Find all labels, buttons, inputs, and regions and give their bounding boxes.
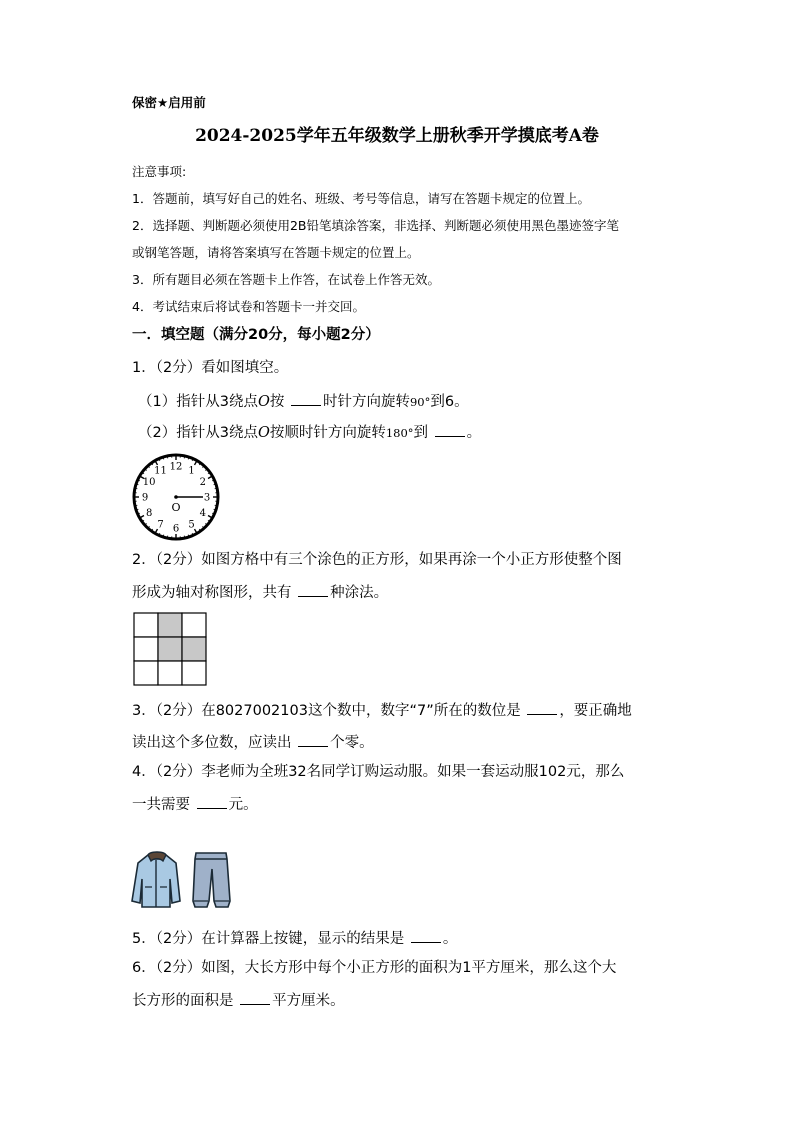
clock-number: 4 (199, 508, 207, 519)
clock-number: 3 (203, 492, 211, 504)
clock-number: 12 (169, 461, 183, 473)
jacket-icon (132, 852, 180, 907)
answer-blank[interactable] (298, 584, 328, 597)
q1-sub2 (138, 424, 481, 441)
q4-text-a: 一共需要 (132, 797, 190, 813)
note-2b: 或钢笔答题，请将答案填写在答题卡规定的位置上。 (132, 245, 420, 260)
clock-tick (167, 456, 168, 458)
grid-cell (158, 613, 182, 637)
q6-line2 (132, 992, 345, 1009)
q5-line (132, 930, 457, 947)
q3-line1 (132, 702, 632, 719)
grid-cell (134, 613, 158, 637)
q1-sub1 (138, 393, 469, 410)
q6-text-a: 长方形的面积是 (132, 993, 234, 1009)
q6-line1: 6．（2分）如图，大长方形中每个小正方形的面积为1平方厘米，那么这个大 (132, 960, 617, 976)
clock-tick (135, 505, 137, 506)
q5-text-a: 5．（2分）在计算器上按键，显示的结果是 (132, 931, 405, 947)
q1-sub2-text-c: 到 (413, 425, 429, 441)
clock-tick (215, 505, 217, 506)
pants-icon (193, 853, 230, 907)
sportswear-picture (130, 849, 240, 911)
clock-number: 6 (172, 523, 180, 535)
clock-number: 5 (188, 519, 195, 531)
note-4: 4．考试结束后将试卷和答题卡一并交回。 (132, 299, 365, 314)
clock-number: 8 (145, 508, 153, 519)
clock-tick (167, 536, 168, 538)
q1-sub1-text-d: 到6。 (430, 394, 469, 410)
clock-number: 1 (188, 465, 195, 477)
q4-text-b: 元。 (228, 797, 258, 813)
clock-tick (184, 536, 185, 538)
notes-heading: 注意事项: (132, 164, 187, 179)
q3-text-d: 个零。 (330, 735, 374, 751)
answer-blank[interactable] (411, 930, 441, 943)
clock-tick (184, 456, 185, 458)
note-3: 3．所有题目必须在答题卡上作答，在试卷上作答无效。 (132, 272, 440, 287)
q3-text-a: 3．（2分）在8027002103这个数中，数字“7”所在的数位是 (132, 703, 521, 719)
q3-text-c: 读出这个多位数，应读出 (132, 735, 292, 751)
clock-tick (135, 488, 137, 489)
answer-blank[interactable] (197, 796, 227, 809)
q1-sub1-text-c: 时针方向旋转 (322, 394, 410, 410)
grid-cell (158, 637, 182, 661)
answer-blank[interactable] (435, 424, 465, 437)
clock-number: 10 (142, 477, 156, 488)
grid-cell (182, 637, 206, 661)
answer-blank[interactable] (527, 702, 557, 715)
q3-line2 (132, 734, 374, 751)
section-heading: 一．填空题（满分20分，每小题2分） (132, 327, 380, 343)
q1-sub1-text-a: （1）指针从3绕点 (138, 394, 258, 410)
q2-line1: 2．（2分）如图方格中有三个涂色的正方形，如果再涂一个小正方形使整个图 (132, 552, 622, 568)
exam-title: 2024-2025学年五年级数学上册秋季开学摸底考A卷 (195, 126, 599, 146)
note-1: 1．答题前，填写好自己的姓名、班级、考号等信息，请写在答题卡规定的位置上。 (132, 191, 590, 206)
q1-stem: 1．（2分）看如图填空。 (132, 360, 289, 376)
q1-sub1-text-b: 按 (269, 394, 285, 410)
q2-text-b: 种涂法。 (330, 585, 389, 601)
angle-value: 90° (409, 395, 431, 409)
grid-cell (134, 661, 158, 685)
q1-sub2-text-a: （2）指针从3绕点 (138, 425, 258, 441)
clock-number: 11 (154, 465, 167, 477)
q6-text-b: 平方厘米。 (272, 993, 345, 1009)
q1-sub2-text-d: 。 (466, 425, 482, 441)
clock-number: 2 (199, 477, 207, 488)
grid-cell (182, 613, 206, 637)
clock-figure (131, 452, 221, 542)
answer-blank[interactable] (291, 393, 321, 406)
angle-value: 180° (385, 426, 414, 440)
q5-text-b: 。 (442, 931, 458, 947)
grid-cell (182, 661, 206, 685)
grid-cell (134, 637, 158, 661)
q1-sub2-text-b: 按顺时针方向旋转 (269, 425, 386, 441)
q2-text-a: 形成为轴对称图形，共有 (132, 585, 292, 601)
q2-line2 (132, 584, 388, 601)
point-o-label: O (257, 425, 270, 441)
q3-text-b: ，要正确地 (559, 703, 632, 719)
square-grid-figure (132, 611, 208, 687)
q4-line2 (132, 796, 258, 813)
point-o-label: O (257, 394, 270, 410)
confidential-label: 保密★启用前 (132, 95, 206, 110)
clock-center-label: O (171, 501, 181, 514)
grid-cell (158, 661, 182, 685)
note-2a: 2．选择题、判断题必须使用2B铅笔填涂答案，非选择、判断题必须使用黑色墨迹签字笔 (132, 218, 619, 233)
clock-number: 9 (141, 492, 149, 504)
clock-number: 7 (157, 519, 164, 531)
q4-line1: 4．（2分）李老师为全班32名同学订购运动服。如果一套运动服102元，那么 (132, 764, 625, 780)
answer-blank[interactable] (298, 734, 328, 747)
answer-blank[interactable] (240, 992, 270, 1005)
clock-tick (215, 488, 217, 489)
clock-center-dot (174, 495, 178, 499)
